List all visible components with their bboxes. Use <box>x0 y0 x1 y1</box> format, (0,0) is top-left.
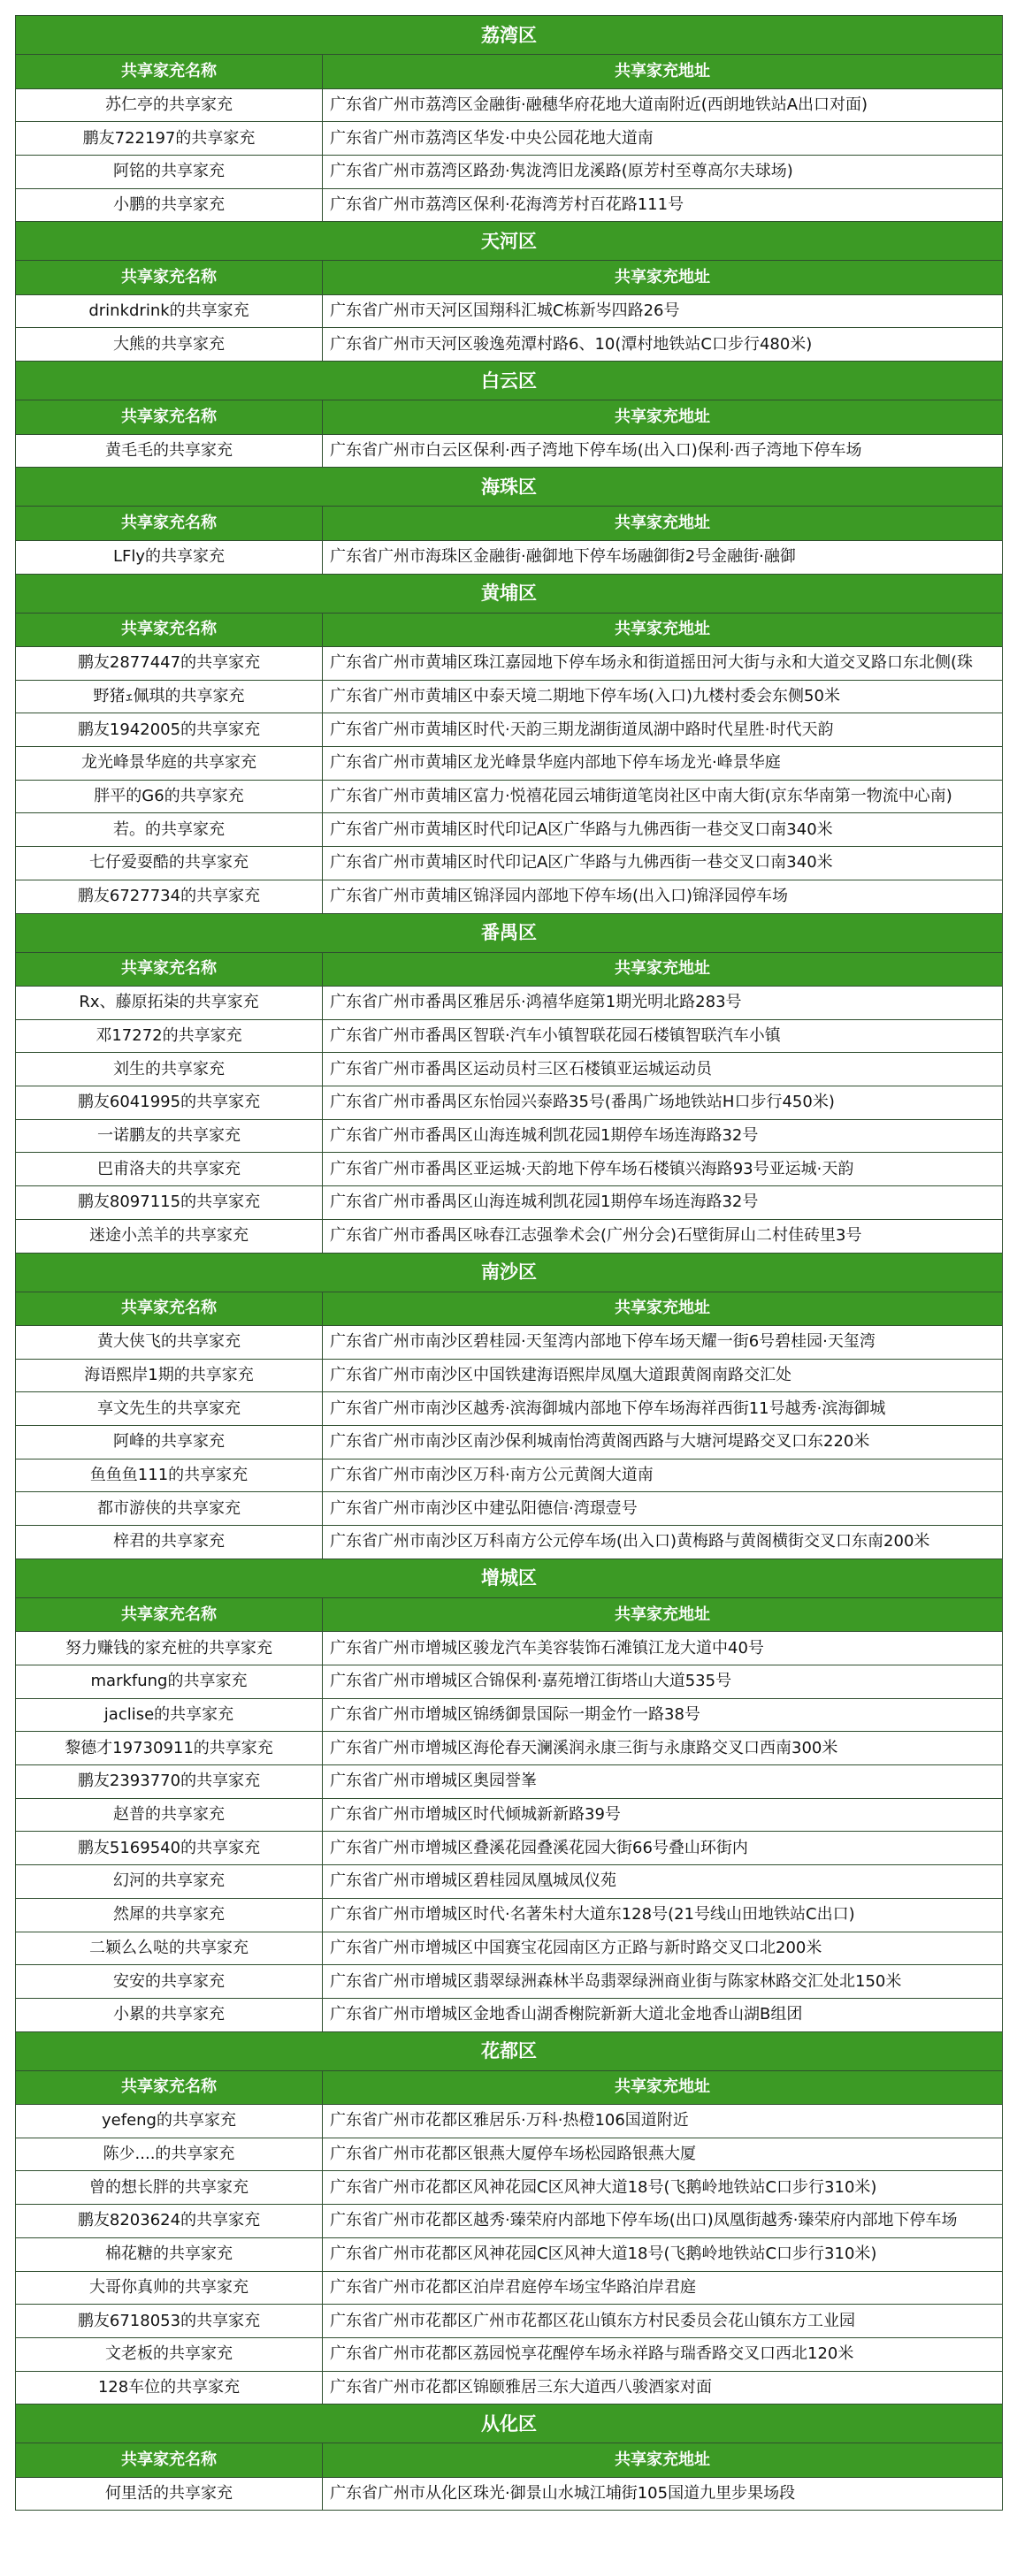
district-name: 天河区 <box>16 222 1003 261</box>
station-address: 广东省广州市天河区国翔科汇城C栋新岑四路26号 <box>323 294 1003 328</box>
table-row <box>16 1632 1003 1665</box>
station-name: 阿峰的共享家充 <box>16 1426 323 1459</box>
station-address: 广东省广州市增城区时代倾城新新路39号 <box>323 1798 1003 1832</box>
table-row <box>16 294 1003 328</box>
station-name: 鹏友6041995的共享家充 <box>16 1086 323 1120</box>
column-header-address: 共享家充地址 <box>323 613 1003 647</box>
district-header-row <box>16 468 1003 507</box>
station-address: 广东省广州市花都区荔园悦享花醒停车场永祥路与瑞香路交叉口西北120米 <box>323 2337 1003 2371</box>
column-header-address: 共享家充地址 <box>323 2443 1003 2478</box>
station-name: 阿铭的共享家充 <box>16 155 323 188</box>
district-header-row <box>16 362 1003 400</box>
station-name: 黎德才19730911的共享家充 <box>16 1732 323 1765</box>
station-address: 广东省广州市番禺区山海连城利凯花园1期停车场连海路32号 <box>323 1186 1003 1220</box>
column-header-address: 共享家充地址 <box>323 2070 1003 2105</box>
district-name: 白云区 <box>16 362 1003 400</box>
table-row <box>16 2271 1003 2305</box>
station-address: 广东省广州市番禺区山海连城利凯花园1期停车场连海路32号 <box>323 1119 1003 1153</box>
table-row <box>16 540 1003 574</box>
column-header-name: 共享家充名称 <box>16 613 323 647</box>
station-name: 胖平的G6的共享家充 <box>16 780 323 813</box>
table-row <box>16 328 1003 362</box>
station-name: 幻河的共享家充 <box>16 1865 323 1899</box>
column-header-name: 共享家充名称 <box>16 261 323 295</box>
station-name: 曾的想长胖的共享家充 <box>16 2171 323 2205</box>
station-name: 一诺鹏友的共享家充 <box>16 1119 323 1153</box>
table-row <box>16 1459 1003 1492</box>
station-name: 黄毛毛的共享家充 <box>16 434 323 468</box>
station-name: jaclise的共享家充 <box>16 1698 323 1732</box>
table-row <box>16 1965 1003 1999</box>
table-row <box>16 987 1003 1020</box>
table-row <box>16 1019 1003 1053</box>
column-header-row <box>16 2070 1003 2105</box>
station-address: 广东省广州市荔湾区金融街·融穗华府花地大道南附近(西朗地铁站A出口对面) <box>323 88 1003 122</box>
table-row <box>16 713 1003 747</box>
station-address: 广东省广州市增城区海伦春天澜溪润永康三街与永康路交叉口西南300米 <box>323 1732 1003 1765</box>
station-address: 广东省广州市增城区叠溪花园叠溪花园大街66号叠山环街内 <box>323 1832 1003 1865</box>
station-address: 广东省广州市番禺区亚运城·天韵地下停车场石楼镇兴海路93号亚运城·天韵 <box>323 1153 1003 1186</box>
column-header-name: 共享家充名称 <box>16 507 323 541</box>
station-address: 广东省广州市增城区中国赛宝花园南区方正路与新时路交叉口北200米 <box>323 1932 1003 1965</box>
station-name: 七仔爱耍酷的共享家充 <box>16 847 323 880</box>
table-row <box>16 1526 1003 1559</box>
district-name: 荔湾区 <box>16 16 1003 55</box>
district-name: 南沙区 <box>16 1253 1003 1292</box>
station-address: 广东省广州市南沙区万科南方公元停车场(出入口)黄梅路与黄阁横街交叉口东南200米 <box>323 1526 1003 1559</box>
column-header-address: 共享家充地址 <box>323 1292 1003 1326</box>
station-name: 大哥你真帅的共享家充 <box>16 2271 323 2305</box>
station-name: 赵普的共享家充 <box>16 1798 323 1832</box>
station-name: 黄大侠飞的共享家充 <box>16 1326 323 1360</box>
column-header-row <box>16 1292 1003 1326</box>
station-name: 邓17272的共享家充 <box>16 1019 323 1053</box>
station-name: 安安的共享家充 <box>16 1965 323 1999</box>
station-name: 鹏友6727734的共享家充 <box>16 880 323 913</box>
column-header-row <box>16 1597 1003 1632</box>
station-name: 鹏友8203624的共享家充 <box>16 2205 323 2238</box>
station-address: 广东省广州市荔湾区路劲·隽泷湾旧龙溪路(原芳村至尊高尔夫球场) <box>323 155 1003 188</box>
table-row <box>16 188 1003 222</box>
station-name: 鹏友2393770的共享家充 <box>16 1765 323 1799</box>
district-header-row <box>16 2031 1003 2070</box>
table-row <box>16 1932 1003 1965</box>
column-header-row <box>16 507 1003 541</box>
station-address: 广东省广州市增城区翡翠绿洲森林半岛翡翠绿洲商业街与陈家林路交汇处北150米 <box>323 1965 1003 1999</box>
table-row <box>16 680 1003 713</box>
table-row <box>16 1732 1003 1765</box>
table-row <box>16 2205 1003 2238</box>
column-header-name: 共享家充名称 <box>16 400 323 435</box>
table-row <box>16 2171 1003 2205</box>
district-header-row <box>16 2405 1003 2443</box>
column-header-row <box>16 261 1003 295</box>
station-address: 广东省广州市花都区银燕大厦停车场松园路银燕大厦 <box>323 2138 1003 2171</box>
station-name: 巴甫洛夫的共享家充 <box>16 1153 323 1186</box>
station-name: 鹏友5169540的共享家充 <box>16 1832 323 1865</box>
table-row <box>16 88 1003 122</box>
district-name: 番禺区 <box>16 913 1003 952</box>
district-header-row <box>16 1253 1003 1292</box>
station-address: 广东省广州市花都区风神花园C区风神大道18号(飞鹅岭地铁站C口步行310米) <box>323 2237 1003 2271</box>
column-header-row <box>16 613 1003 647</box>
station-address: 广东省广州市海珠区金融街·融御地下停车场融御街2号金融街·融御 <box>323 540 1003 574</box>
station-address: 广东省广州市荔湾区保利·花海湾芳村百花路111号 <box>323 188 1003 222</box>
table-row <box>16 1832 1003 1865</box>
station-name: 鹏友8097115的共享家充 <box>16 1186 323 1220</box>
table-row <box>16 2371 1003 2405</box>
station-name: yefeng的共享家充 <box>16 2105 323 2138</box>
station-address: 广东省广州市增城区锦绣御景国际一期金竹一路38号 <box>323 1698 1003 1732</box>
station-name: 鱼鱼鱼111的共享家充 <box>16 1459 323 1492</box>
station-name: 海语熙岸1期的共享家充 <box>16 1359 323 1392</box>
station-name: 野猪ｪ佩琪的共享家充 <box>16 680 323 713</box>
table-row <box>16 2305 1003 2338</box>
station-address: 广东省广州市花都区锦颐雅居三东大道西八骏酒家对面 <box>323 2371 1003 2405</box>
station-name: 鹏友1942005的共享家充 <box>16 713 323 747</box>
column-header-name: 共享家充名称 <box>16 1597 323 1632</box>
district-name: 花都区 <box>16 2031 1003 2070</box>
table-row <box>16 780 1003 813</box>
column-header-name: 共享家充名称 <box>16 1292 323 1326</box>
station-address: 广东省广州市增城区碧桂园凤凰城凤仪苑 <box>323 1865 1003 1899</box>
station-address: 广东省广州市天河区骏逸苑潭村路6、10(潭村地铁站C口步行480米) <box>323 328 1003 362</box>
table-row <box>16 2337 1003 2371</box>
table-row <box>16 747 1003 781</box>
table-row <box>16 122 1003 156</box>
station-address: 广东省广州市黄埔区时代印记A区广华路与九佛西街一巷交叉口南340米 <box>323 847 1003 880</box>
station-address: 广东省广州市增城区合锦保利·嘉苑增江街塔山大道535号 <box>323 1665 1003 1699</box>
district-name: 海珠区 <box>16 468 1003 507</box>
station-name: 若。的共享家充 <box>16 813 323 847</box>
column-header-address: 共享家充地址 <box>323 507 1003 541</box>
station-address: 广东省广州市黄埔区龙光峰景华庭内部地下停车场龙光·峰景华庭 <box>323 747 1003 781</box>
station-address: 广东省广州市黄埔区珠江嘉园地下停车场永和街道摇田河大街与永和大道交叉路口东北侧(珠 <box>323 647 1003 681</box>
station-address: 广东省广州市黄埔区时代·天韵三期龙湖街道凤湖中路时代星胜·时代天韵 <box>323 713 1003 747</box>
station-address: 广东省广州市番禺区雅居乐·鸿禧华庭第1期光明北路283号 <box>323 987 1003 1020</box>
column-header-address: 共享家充地址 <box>323 55 1003 89</box>
station-name: drinkdrink的共享家充 <box>16 294 323 328</box>
district-header-row <box>16 16 1003 55</box>
column-header-row <box>16 55 1003 89</box>
station-name: 二颖么么哒的共享家充 <box>16 1932 323 1965</box>
column-header-name: 共享家充名称 <box>16 2070 323 2105</box>
station-address: 广东省广州市番禺区咏春江志强拳术会(广州分会)石壁街屏山二村佳砖里3号 <box>323 1219 1003 1253</box>
station-name: LFly的共享家充 <box>16 540 323 574</box>
station-address: 广东省广州市黄埔区时代印记A区广华路与九佛西街一巷交叉口南340米 <box>323 813 1003 847</box>
station-address: 广东省广州市番禺区东怡园兴泰路35号(番禺广场地铁站H口步行450米) <box>323 1086 1003 1120</box>
station-name: markfung的共享家充 <box>16 1665 323 1699</box>
station-name: 努力赚钱的家充桩的共享家充 <box>16 1632 323 1665</box>
table-row <box>16 1153 1003 1186</box>
table-row <box>16 2105 1003 2138</box>
column-header-name: 共享家充名称 <box>16 55 323 89</box>
station-address: 广东省广州市从化区珠光·御景山水城江埔街105国道九里步果场段 <box>323 2477 1003 2511</box>
station-name: 128车位的共享家充 <box>16 2371 323 2405</box>
station-name: 迷途小羔羊的共享家充 <box>16 1219 323 1253</box>
district-name: 黄埔区 <box>16 574 1003 613</box>
station-address: 广东省广州市荔湾区华发·中央公园花地大道南 <box>323 122 1003 156</box>
table-body <box>16 16 1003 2511</box>
station-name: 鹏友722197的共享家充 <box>16 122 323 156</box>
column-header-row <box>16 952 1003 987</box>
station-address: 广东省广州市增城区骏龙汽车美容装饰石滩镇江龙大道中40号 <box>323 1632 1003 1665</box>
column-header-row <box>16 2443 1003 2478</box>
district-header-row <box>16 1559 1003 1597</box>
column-header-row <box>16 400 1003 435</box>
table-row <box>16 1186 1003 1220</box>
station-address: 广东省广州市增城区金地香山湖香榭院新新大道北金地香山湖B组团 <box>323 1998 1003 2031</box>
station-name: 都市游侠的共享家充 <box>16 1492 323 1526</box>
table-row <box>16 1665 1003 1699</box>
table-row <box>16 813 1003 847</box>
station-address: 广东省广州市南沙区万科·南方公元黄阁大道南 <box>323 1459 1003 1492</box>
station-address: 广东省广州市南沙区中建弘阳德信·湾璟壹号 <box>323 1492 1003 1526</box>
table-row <box>16 1998 1003 2031</box>
station-name: 小鹏的共享家充 <box>16 188 323 222</box>
table-row <box>16 1865 1003 1899</box>
column-header-name: 共享家充名称 <box>16 2443 323 2478</box>
station-name: 苏仁亭的共享家充 <box>16 88 323 122</box>
station-name: 刘生的共享家充 <box>16 1053 323 1086</box>
table-row <box>16 1798 1003 1832</box>
column-header-address: 共享家充地址 <box>323 400 1003 435</box>
station-name: 大熊的共享家充 <box>16 328 323 362</box>
table-row <box>16 155 1003 188</box>
station-address: 广东省广州市增城区奥园誉峯 <box>323 1765 1003 1799</box>
table-row <box>16 1053 1003 1086</box>
district-header-row <box>16 574 1003 613</box>
table-row <box>16 880 1003 913</box>
table-row <box>16 1698 1003 1732</box>
table-row <box>16 2237 1003 2271</box>
table-row <box>16 1359 1003 1392</box>
table-row <box>16 1326 1003 1360</box>
table-row <box>16 647 1003 681</box>
table-row <box>16 1492 1003 1526</box>
station-name: 龙光峰景华庭的共享家充 <box>16 747 323 781</box>
column-header-address: 共享家充地址 <box>323 952 1003 987</box>
table-row <box>16 1086 1003 1120</box>
station-address: 广东省广州市南沙区南沙保利城南怡湾黄阁西路与大塘河堤路交叉口东220米 <box>323 1426 1003 1459</box>
table-row <box>16 1898 1003 1932</box>
station-address: 广东省广州市南沙区中国铁建海语熙岸凤凰大道跟黄阁南路交汇处 <box>323 1359 1003 1392</box>
table-row <box>16 2138 1003 2171</box>
station-address: 广东省广州市花都区泊岸君庭停车场宝华路泊岸君庭 <box>323 2271 1003 2305</box>
table-row <box>16 2477 1003 2511</box>
station-address: 广东省广州市番禺区运动员村三区石楼镇亚运城运动员 <box>323 1053 1003 1086</box>
station-address: 广东省广州市花都区越秀·臻荣府内部地下停车场(出口)凤凰街越秀·臻荣府内部地下停车场 <box>323 2205 1003 2238</box>
station-address: 广东省广州市花都区广州市花都区花山镇东方村民委员会花山镇东方工业园 <box>323 2305 1003 2338</box>
station-name: 棉花糖的共享家充 <box>16 2237 323 2271</box>
station-name: 陈少....的共享家充 <box>16 2138 323 2171</box>
station-address: 广东省广州市黄埔区锦泽园内部地下停车场(出入口)锦泽园停车场 <box>323 880 1003 913</box>
district-name: 增城区 <box>16 1559 1003 1597</box>
column-header-name: 共享家充名称 <box>16 952 323 987</box>
station-address: 广东省广州市南沙区碧桂园·天玺湾内部地下停车场天耀一街6号碧桂园·天玺湾 <box>323 1326 1003 1360</box>
station-name: 小累的共享家充 <box>16 1998 323 2031</box>
station-name: 然犀的共享家充 <box>16 1898 323 1932</box>
station-name: 享文先生的共享家充 <box>16 1392 323 1426</box>
station-name: 何里活的共享家充 <box>16 2477 323 2511</box>
table-row <box>16 434 1003 468</box>
station-name: 鹏友2877447的共享家充 <box>16 647 323 681</box>
table-row <box>16 1426 1003 1459</box>
charging-station-table <box>15 15 1003 2511</box>
district-header-row <box>16 913 1003 952</box>
station-address: 广东省广州市白云区保利·西子湾地下停车场(出入口)保利·西子湾地下停车场 <box>323 434 1003 468</box>
column-header-address: 共享家充地址 <box>323 1597 1003 1632</box>
station-address: 广东省广州市花都区风神花园C区风神大道18号(飞鹅岭地铁站C口步行310米) <box>323 2171 1003 2205</box>
table-row <box>16 847 1003 880</box>
station-name: 梓君的共享家充 <box>16 1526 323 1559</box>
column-header-address: 共享家充地址 <box>323 261 1003 295</box>
station-name: Rx、藤原拓柒的共享家充 <box>16 987 323 1020</box>
station-address: 广东省广州市黄埔区富力·悦禧花园云埔街道笔岗社区中南大街(京东华南第一物流中心南) <box>323 780 1003 813</box>
table-row <box>16 1119 1003 1153</box>
station-address: 广东省广州市番禺区智联·汽车小镇智联花园石楼镇智联汽车小镇 <box>323 1019 1003 1053</box>
district-header-row <box>16 222 1003 261</box>
station-address: 广东省广州市黄埔区中泰天境二期地下停车场(入口)九楼村委会东侧50米 <box>323 680 1003 713</box>
table-row <box>16 1219 1003 1253</box>
station-name: 文老板的共享家充 <box>16 2337 323 2371</box>
table-row <box>16 1392 1003 1426</box>
station-address: 广东省广州市增城区时代·名著朱村大道东128号(21号线山田地铁站C出口) <box>323 1898 1003 1932</box>
station-address: 广东省广州市南沙区越秀·滨海御城内部地下停车场海祥西街11号越秀·滨海御城 <box>323 1392 1003 1426</box>
station-address: 广东省广州市花都区雅居乐·万科·热橙106国道附近 <box>323 2105 1003 2138</box>
district-name: 从化区 <box>16 2405 1003 2443</box>
table-row <box>16 1765 1003 1799</box>
station-name: 鹏友6718053的共享家充 <box>16 2305 323 2338</box>
